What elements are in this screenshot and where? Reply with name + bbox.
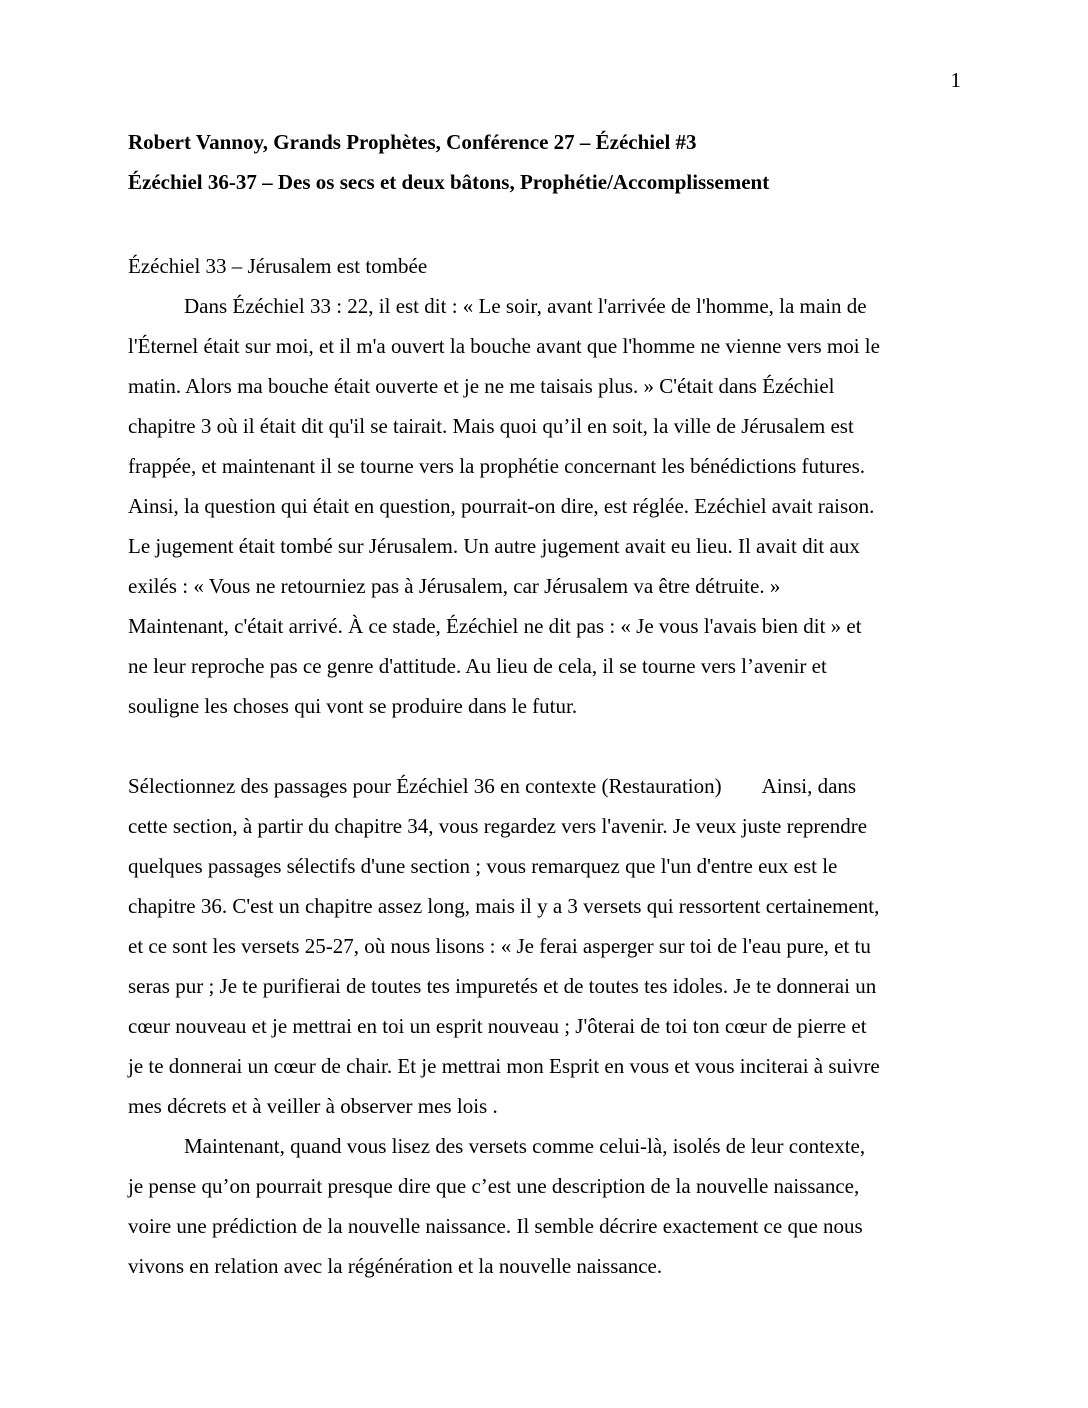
paragraph-line: Maintenant, c'était arrivé. À ce stade, Ézéchiel ne dit pas : « Je vous l'avais bien dit » et	[128, 614, 862, 638]
paragraph-line: Le jugement était tombé sur Jérusalem. Un autre jugement avait eu lieu. Il avait dit aux	[128, 534, 860, 558]
section-ezekiel-36	[128, 766, 960, 1286]
paragraph-line: voire une prédiction de la nouvelle naissance. Il semble décrire exactement ce que nous	[128, 1214, 863, 1238]
page-number: 1	[950, 68, 961, 92]
paragraph-line: frappée, et maintenant il se tourne vers la prophétie concernant les bénédictions futures.	[128, 454, 866, 478]
section-heading-line	[128, 766, 960, 806]
paragraph-line: Maintenant, quand vous lisez des versets comme celui-là, isolés de leur contexte,	[184, 1134, 866, 1158]
paragraph-line: l'Éternel était sur moi, et il m'a ouvert la bouche avant que l'homme ne vienne vers moi le	[128, 334, 880, 358]
paragraph-line: Dans Ézéchiel 33 : 22, il est dit : « Le soir, avant l'arrivée de l'homme, la main de	[184, 294, 867, 318]
paragraph-line: ne leur reproche pas ce genre d'attitude. Au lieu de cela, il se tourne vers l’avenir et	[128, 654, 827, 678]
paragraph-line: quelques passages sélectifs d'une section ; vous remarquez que l'un d'entre eux est le	[128, 854, 838, 878]
paragraph-line: cœur nouveau et je mettrai en toi un esprit nouveau ; J'ôterai de toi ton cœur de pierre et	[128, 1014, 867, 1038]
paragraph-line: exilés : « Vous ne retourniez pas à Jérusalem, car Jérusalem va être détruite. »	[128, 574, 781, 598]
paragraph-line: matin. Alors ma bouche était ouverte et je ne me taisais plus. » C'était dans Ézéchiel	[128, 374, 835, 398]
document-subtitle: Ézéchiel 36-37 – Des os secs et deux bâtons, Prophétie/Accomplissement	[128, 170, 770, 194]
paragraph-line: seras pur ; Je te purifierai de toutes tes impuretés et de toutes tes idoles. Je te donnerai un	[128, 974, 877, 998]
paragraph-line: mes décrets et à veiller à observer mes lois .	[128, 1094, 498, 1118]
paragraph-line: et ce sont les versets 25-27, où nous lisons : « Je ferai asperger sur toi de l'eau pure, et tu	[128, 934, 871, 958]
section-heading: Sélectionnez des passages pour Ézéchiel 36 en contexte (Restauration)	[128, 774, 722, 798]
paragraph-start: Ainsi, dans	[761, 774, 857, 798]
document-title: Robert Vannoy, Grands Prophètes, Conférence 27 – Ézéchiel #3	[128, 130, 697, 154]
paragraph-line: je pense qu’on pourrait presque dire que c’est une description de la nouvelle naissance,	[128, 1174, 860, 1198]
section-heading: Ézéchiel 33 – Jérusalem est tombée	[128, 254, 428, 278]
paragraph-line: vivons en relation avec la régénération et la nouvelle naissance.	[128, 1254, 663, 1278]
paragraph-line: je te donnerai un cœur de chair. Et je mettrai mon Esprit en vous et vous inciterai à suivre	[128, 1054, 880, 1078]
paragraph-line: souligne les choses qui vont se produire dans le futur.	[128, 694, 578, 718]
paragraph-line: chapitre 36. C'est un chapitre assez long, mais il y a 3 versets qui ressortent certainement,	[128, 894, 880, 918]
paragraph-line: Ainsi, la question qui était en question, pourrait-on dire, est réglée. Ezéchiel avait raison.	[128, 494, 875, 518]
paragraph-line: cette section, à partir du chapitre 34, vous regardez vers l'avenir. Je veux juste reprendre	[128, 814, 868, 838]
section-jerusalem-fallen	[128, 246, 960, 726]
paragraph-line: chapitre 3 où il était dit qu'il se tairait. Mais quoi qu’il en soit, la ville de Jérusalem est	[128, 414, 854, 438]
